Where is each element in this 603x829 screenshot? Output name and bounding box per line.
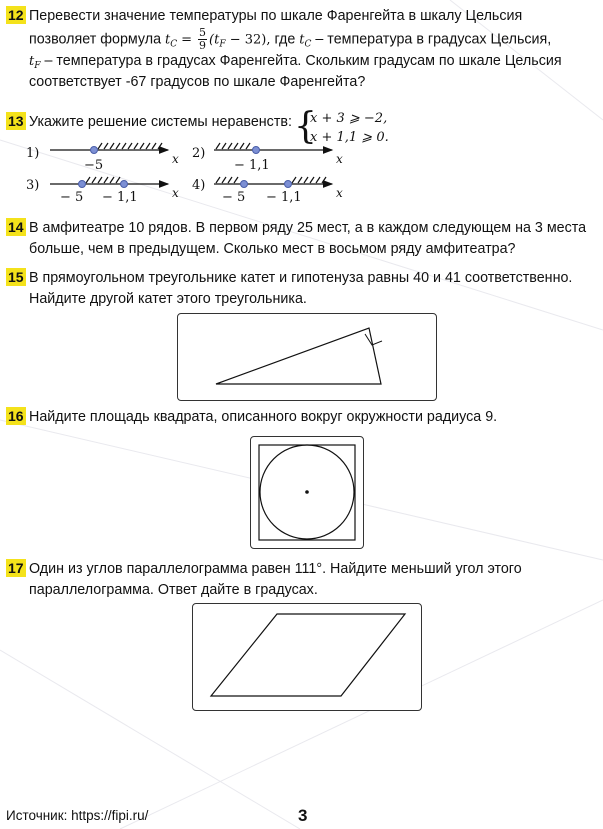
- option-label: 2): [192, 146, 206, 161]
- problem-number: 16: [8, 408, 24, 424]
- text: – температура в градусах Цельсия,: [311, 31, 552, 48]
- formula-sub: C: [304, 39, 312, 50]
- problem-16: [6, 407, 596, 429]
- axis-label: x: [172, 152, 179, 166]
- problem-text-line: Перевести значение температуры по шкале Фаренгейта в шкалу Цельсия: [29, 8, 523, 24]
- brace: {: [294, 106, 317, 147]
- axis-label: x: [336, 186, 343, 200]
- formula-sub: C: [170, 39, 178, 50]
- formula-intro: позволяет формула: [29, 31, 162, 48]
- problem-text-line: В амфитеатре 10 рядов. В первом ряду 25 мест, а в каждом следующем на 3 места: [29, 220, 587, 236]
- parallelogram-figure: [192, 603, 422, 711]
- text: – температура в градусах Фаренгейта. Скольким градусам по шкале Цельсия: [40, 53, 562, 69]
- triangle-figure: [177, 313, 437, 401]
- square-circle-figure: [250, 436, 364, 549]
- tick-label: − 1,1: [266, 190, 302, 205]
- option-label: 3): [26, 178, 40, 193]
- formula-eq: =: [181, 32, 193, 48]
- inequality-1: x + 3 ⩾ −2,: [310, 111, 388, 126]
- parallelogram-drawing: [193, 604, 421, 710]
- problem-number: 13: [8, 113, 24, 129]
- formula-sub: F: [219, 39, 226, 50]
- tick-label: − 1,1: [102, 190, 138, 205]
- problem-17: [6, 559, 596, 603]
- page-number: 3: [298, 806, 308, 825]
- tick-label: − 1,1: [234, 158, 270, 173]
- formula-end: − 32),: [225, 32, 271, 48]
- problem-number: 14: [8, 219, 24, 235]
- problem-text-line: Укажите решение системы неравенств:: [29, 114, 292, 130]
- problem-number: 17: [8, 560, 24, 576]
- formula-var: t: [299, 32, 305, 48]
- formula-var: t: [29, 54, 35, 69]
- problem-text-line: параллелограмма. Ответ дайте в градусах.: [29, 582, 318, 598]
- square-circle-drawing: [251, 437, 363, 548]
- problem-text-line: соответствует -67 градусов по шкале Фаренгейта?: [29, 74, 366, 90]
- frac-den: 9: [199, 39, 207, 52]
- tick-label: − 5: [222, 190, 246, 205]
- formula-var: (t: [209, 32, 220, 48]
- problem-text-line: Найдите площадь квадрата, описанного вокруг окружности радиуса 9.: [29, 409, 498, 425]
- option-label: 4): [192, 178, 206, 193]
- problem-text-line: В прямоугольном треугольнике катет и гипотенуза равны 40 и 41 соответственно.: [29, 270, 573, 286]
- tick-label: − 5: [60, 190, 84, 205]
- frac-num: 5: [199, 26, 207, 39]
- axis-label: x: [336, 152, 343, 166]
- problem-14: [6, 218, 596, 262]
- problem-text-line: Найдите другой катет этого треугольника.: [29, 291, 307, 307]
- problem-text-line: больше, чем в предыдущем. Сколько мест в восьмом ряду амфитеатра?: [29, 241, 516, 257]
- problem-15: [6, 268, 596, 312]
- option-label: 1): [26, 146, 40, 161]
- axis-label: x: [172, 186, 179, 200]
- problem-12: [6, 6, 596, 96]
- source-credit: Источник: https://fipi.ru/: [6, 808, 149, 823]
- inequality-2: x + 1,1 ⩾ 0.: [310, 130, 389, 145]
- formula-var: t: [165, 32, 171, 48]
- problem-number: 12: [8, 7, 24, 23]
- tick-label: −5: [84, 158, 104, 173]
- text: где: [270, 31, 300, 48]
- problem-text-line: Один из углов параллелограмма равен 111°. Найдите меньший угол этого: [29, 561, 522, 577]
- right-triangle-drawing: [178, 314, 436, 400]
- formula-sub: F: [34, 61, 41, 71]
- fraction: [198, 27, 207, 52]
- problem-number: 15: [8, 269, 24, 285]
